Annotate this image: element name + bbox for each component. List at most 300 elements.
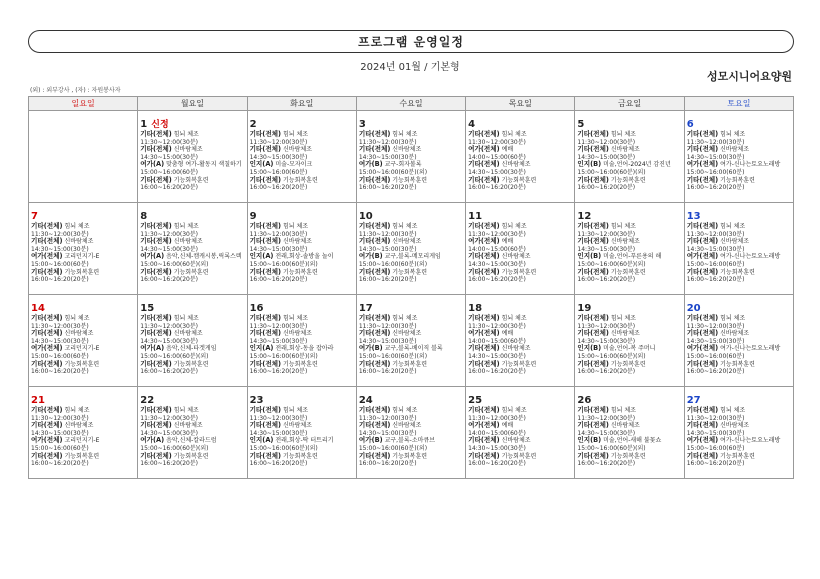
- program-name: 힘뇌 체조: [173, 315, 199, 322]
- program-entry: [140, 361, 244, 376]
- program-entry: [250, 345, 354, 360]
- program-category: 인지(A): [249, 160, 274, 169]
- program-entry: [577, 345, 681, 360]
- program-time: 14:30~15:00(30분): [358, 153, 417, 161]
- program-category: 기타(전체): [686, 145, 719, 154]
- program-time: 15:00~16:00(60분): [31, 444, 89, 452]
- program-category: 기타(전체): [468, 359, 500, 368]
- program-time: 11:30~12:00(30분): [249, 230, 308, 238]
- program-category: 기타(전체): [249, 314, 282, 322]
- program-time: 14:00~15:00(60분): [468, 429, 526, 437]
- program-category: 기타(전체): [577, 314, 609, 322]
- program-entry: [577, 437, 681, 452]
- program-category: 기타(전체): [31, 237, 63, 246]
- program-name: 맞춤형 여가-활동지 색칠하기: [166, 161, 242, 169]
- program-entry: [687, 361, 791, 376]
- program-category: 기타(전체): [577, 359, 609, 368]
- program-entry: [577, 315, 681, 330]
- program-time: 11:30~12:00(30분): [577, 322, 636, 330]
- program-entry: [250, 269, 354, 284]
- program-time: 16:00~16:20(20분): [249, 368, 308, 376]
- program-time: 16:00~16:20(20분): [686, 460, 745, 468]
- day-number: 25: [468, 395, 483, 406]
- program-category: 기타(전체): [140, 406, 172, 414]
- program-entry: [31, 223, 135, 238]
- program-name: 예배: [501, 146, 514, 154]
- program-name: 힘뇌 체조: [610, 131, 636, 138]
- program-name: 힘뇌 체조: [720, 315, 746, 322]
- day-number: 6: [686, 119, 694, 130]
- day-number: 22: [140, 395, 155, 406]
- program-name: 전래,회상-솔방울 놀이: [275, 253, 334, 261]
- program-time: 14:30~15:00(30분): [686, 153, 745, 161]
- program-category: 인지(A): [249, 344, 274, 353]
- program-time: 11:30~12:00(30분): [686, 414, 745, 422]
- program-time: 15:00~16:00(60분): [686, 260, 745, 268]
- program-time: 15:00~16:00(60분): [686, 444, 745, 452]
- program-category: 기타(전체): [358, 314, 391, 322]
- program-name: 힘뇌 체조: [610, 223, 636, 230]
- program-time: 15:00~16:00(60분): [686, 168, 745, 176]
- program-entry: [687, 161, 791, 176]
- program-name: 고리던지기-E: [64, 253, 100, 261]
- program-entry: [359, 269, 463, 284]
- program-name: 신바람체조: [720, 238, 750, 246]
- day-cell: [29, 203, 138, 295]
- program-name: 힘뇌 체조: [173, 223, 199, 230]
- program-name: 신바람체조: [283, 422, 312, 430]
- program-name: 교구,블록-메모리게임: [384, 253, 441, 261]
- program-name: 힘뇌 체조: [501, 407, 527, 414]
- program-category: 기타(전체): [577, 237, 609, 246]
- program-entry: [31, 253, 135, 268]
- program-name: 힘뇌 체조: [392, 315, 418, 322]
- program-time: 14:30~15:00(30분): [468, 168, 526, 176]
- program-entry: [468, 269, 572, 284]
- program-category: 기타(전체): [577, 175, 609, 184]
- program-name: 신바람체조: [501, 437, 531, 445]
- program-time: 15:00~16:00(60분)(외): [249, 352, 318, 360]
- program-category: 여가(전체): [686, 344, 719, 353]
- program-name: 기능회복훈련: [392, 176, 428, 184]
- program-category: 여가(A): [140, 160, 165, 169]
- weekday-thursday: 목요일: [466, 97, 575, 111]
- program-name: 기능회복훈련: [610, 360, 646, 368]
- program-entry: [140, 131, 244, 146]
- program-category: 기타(전체): [686, 329, 719, 338]
- day-cell: [575, 203, 684, 295]
- program-entry: [140, 315, 244, 330]
- program-category: 기타(전체): [577, 421, 609, 430]
- program-name: 기능회복훈련: [501, 452, 537, 460]
- program-name: 힘뇌 체조: [64, 315, 90, 322]
- program-name: 기능회복훈련: [173, 176, 209, 184]
- program-time: 14:30~15:00(30분): [468, 352, 526, 360]
- program-category: 기타(전체): [249, 222, 282, 230]
- title-box: [28, 30, 794, 53]
- program-name: 신바람체조: [173, 422, 203, 430]
- program-entry: [687, 315, 791, 330]
- week-row: [29, 295, 794, 387]
- program-name: 힘뇌 체조: [392, 223, 418, 230]
- program-time: 16:00~16:20(20분): [577, 368, 636, 376]
- program-time: 14:30~15:00(30분): [249, 245, 308, 253]
- program-time: 11:30~12:00(30분): [358, 414, 417, 422]
- weekday-tuesday: 화요일: [247, 97, 356, 111]
- program-category: 여가(A): [140, 436, 165, 445]
- program-name: 고리던지기-E: [64, 437, 100, 445]
- day-cell: [29, 111, 138, 203]
- program-name: 음악,신체-타겟게임: [166, 345, 217, 353]
- day-cell: [29, 295, 138, 387]
- program-time: 16:00~16:20(20분): [686, 368, 745, 376]
- program-name: 기능회복훈련: [720, 452, 755, 460]
- program-time: 11:30~12:00(30분): [468, 138, 526, 146]
- program-category: 기타(전체): [358, 329, 391, 338]
- program-category: 기타(전체): [468, 267, 500, 276]
- program-time: 14:30~15:00(30분): [249, 337, 308, 345]
- program-category: 기타(전체): [31, 222, 63, 230]
- day-number: 2: [249, 119, 257, 130]
- program-time: 11:30~12:00(30분): [686, 230, 745, 238]
- program-name: 신바람체조: [173, 238, 203, 246]
- program-time: 14:30~15:00(30분): [468, 444, 526, 452]
- program-category: 인지(B): [577, 252, 602, 261]
- program-time: 16:00~16:20(20분): [577, 276, 636, 284]
- program-name: 신바람체조: [610, 422, 640, 430]
- program-time: 15:00~16:00(60분)(외): [577, 260, 646, 268]
- week-row: [29, 387, 794, 479]
- program-category: 기타(전체): [577, 145, 609, 154]
- week-row: [29, 203, 794, 295]
- program-category: 기타(전체): [140, 329, 172, 338]
- program-name: 기능회복훈련: [610, 268, 646, 276]
- program-name: 기능회복훈련: [501, 268, 537, 276]
- program-time: 11:30~12:00(30분): [358, 322, 417, 330]
- program-entry: [250, 407, 354, 422]
- program-time: 15:00~16:00(60분): [249, 168, 308, 176]
- program-time: 11:30~12:00(30분): [358, 230, 417, 238]
- program-entry: [468, 437, 572, 452]
- program-time: 14:30~15:00(30분): [140, 429, 199, 437]
- day-cell: [575, 387, 684, 479]
- program-category: 인지(B): [577, 160, 602, 169]
- program-category: 여가(전체): [31, 252, 63, 261]
- program-name: 힘뇌 체조: [283, 315, 309, 322]
- program-time: 15:00~16:00(60분)(외): [358, 168, 428, 176]
- program-category: 기타(전체): [468, 175, 500, 184]
- program-name: 기능회복훈련: [173, 268, 209, 276]
- program-time: 11:30~12:00(30분): [140, 230, 199, 238]
- program-time: 14:30~15:00(30분): [31, 429, 89, 437]
- program-time: 11:30~12:00(30분): [468, 230, 526, 238]
- program-time: 14:00~15:00(60분): [468, 245, 526, 253]
- program-time: 16:00~16:20(20분): [358, 184, 417, 192]
- day-number: 26: [577, 395, 592, 406]
- program-name: 예배: [501, 422, 514, 430]
- program-name: 여가-신나는토요노래방: [720, 345, 781, 353]
- program-name: 힘뇌 체조: [720, 131, 746, 138]
- program-time: 16:00~16:20(20분): [577, 460, 636, 468]
- weekday-wednesday: 수요일: [356, 97, 465, 111]
- program-category: 기타(전체): [358, 130, 391, 138]
- program-entry: [31, 407, 135, 422]
- program-name: 기능회복훈련: [720, 360, 755, 368]
- program-name: 신바람체조: [392, 330, 422, 338]
- program-category: 여가(전체): [686, 160, 719, 169]
- program-name: 기능회복훈련: [283, 360, 318, 368]
- program-name: 기능회복훈련: [283, 452, 318, 460]
- program-entry: [687, 253, 791, 268]
- program-entry: [31, 315, 135, 330]
- program-time: 16:00~16:20(20분): [468, 460, 526, 468]
- program-category: 여가(전체): [31, 436, 63, 445]
- program-name: 기능회복훈련: [501, 360, 537, 368]
- week-row: [29, 111, 794, 203]
- program-name: 힘뇌 체조: [720, 223, 746, 230]
- program-category: 기타(전체): [249, 359, 282, 368]
- program-entry: [687, 407, 791, 422]
- program-time: 11:30~12:00(30분): [249, 414, 308, 422]
- day-number: 21: [31, 395, 45, 406]
- program-time: 16:00~16:20(20분): [686, 276, 745, 284]
- program-category: 기타(전체): [249, 329, 282, 338]
- program-time: 11:30~12:00(30분): [140, 322, 199, 330]
- program-time: 15:00~16:00(60분)(외): [140, 352, 209, 360]
- program-category: 기타(전체): [249, 237, 282, 246]
- program-entry: [140, 177, 244, 192]
- program-entry: [250, 161, 354, 176]
- program-name: 힘뇌 체조: [392, 407, 418, 414]
- program-category: 기타(전체): [468, 451, 500, 460]
- program-category: 기타(전체): [249, 130, 282, 138]
- program-time: 16:00~16:20(20분): [686, 184, 745, 192]
- program-category: 기타(전체): [358, 175, 391, 184]
- day-cell: [356, 203, 465, 295]
- program-entry: [359, 253, 463, 268]
- program-entry: [359, 437, 463, 452]
- program-entry: [31, 361, 135, 376]
- program-name: 미술,언어-복 주머니: [603, 345, 656, 353]
- day-number: 17: [358, 303, 373, 314]
- day-cell: [247, 387, 356, 479]
- program-entry: [250, 131, 354, 146]
- program-name: 신바람체조: [610, 238, 640, 246]
- program-name: 기능회복훈련: [64, 360, 100, 368]
- program-category: 여가(A): [140, 252, 165, 261]
- calendar-table: [28, 96, 794, 479]
- program-entry: [140, 253, 244, 268]
- program-name: 기능회복훈련: [283, 268, 318, 276]
- program-name: 신바람체조: [392, 422, 422, 430]
- program-time: 15:00~16:00(60분)(외): [249, 444, 318, 452]
- program-time: 14:30~15:00(30분): [358, 337, 417, 345]
- program-entry: [31, 453, 135, 468]
- calendar-body: [29, 111, 794, 479]
- program-category: 여가(B): [358, 252, 383, 261]
- day-number: 8: [140, 211, 148, 222]
- program-time: 14:30~15:00(30분): [577, 337, 636, 345]
- program-category: 기타(전체): [31, 329, 63, 338]
- program-entry: [250, 177, 354, 192]
- program-time: 11:30~12:00(30분): [140, 138, 199, 146]
- program-category: 여가(B): [358, 436, 383, 445]
- program-name: 예배: [501, 238, 514, 246]
- program-category: 기타(전체): [577, 130, 609, 138]
- program-category: 기타(전체): [577, 406, 609, 414]
- program-category: 기타(전체): [686, 451, 719, 460]
- program-time: 16:00~16:20(20분): [140, 368, 199, 376]
- program-name: 신바람체조: [501, 161, 531, 169]
- program-name: 교구,블록-베이직 블록: [384, 345, 443, 353]
- day-cell: [356, 387, 465, 479]
- program-entry: [250, 437, 354, 452]
- program-name: 신바람체조: [64, 330, 94, 338]
- program-name: 신바람체조: [610, 146, 640, 154]
- program-name: 여가-신나는토요노래방: [720, 437, 781, 445]
- program-time: 14:30~15:00(30분): [358, 429, 417, 437]
- holiday-label: 신정: [151, 120, 169, 130]
- program-time: 11:30~12:00(30분): [249, 138, 308, 146]
- program-entry: [468, 361, 572, 376]
- program-category: 인지(B): [577, 436, 602, 445]
- day-number: 15: [140, 303, 155, 314]
- day-cell: [466, 295, 575, 387]
- program-category: 기타(전체): [686, 175, 719, 184]
- day-number: 18: [468, 303, 483, 314]
- program-name: 신바람체조: [720, 146, 750, 154]
- program-entry: [250, 453, 354, 468]
- day-number: 12: [577, 211, 592, 222]
- program-category: 여가(A): [140, 344, 165, 353]
- program-entry: [359, 161, 463, 176]
- program-category: 기타(전체): [249, 451, 282, 460]
- program-category: 기타(전체): [31, 359, 63, 368]
- day-cell: [684, 203, 793, 295]
- program-category: 기타(전체): [577, 329, 609, 338]
- program-name: 신바람체조: [720, 422, 750, 430]
- day-cell: [138, 203, 247, 295]
- program-category: 기타(전체): [249, 175, 282, 184]
- program-entry: [577, 131, 681, 146]
- program-time: 11:30~12:00(30분): [31, 414, 89, 422]
- program-time: 16:00~16:20(20분): [249, 184, 308, 192]
- program-time: 15:00~16:00(60분): [31, 352, 89, 360]
- program-name: 기능회복훈련: [392, 360, 428, 368]
- day-number: 19: [577, 303, 592, 314]
- program-category: 기타(전체): [686, 406, 719, 414]
- day-cell: [138, 111, 247, 203]
- day-cell: [356, 111, 465, 203]
- program-category: 기타(전체): [686, 314, 719, 322]
- day-number: 10: [358, 211, 373, 222]
- program-entry: [140, 345, 244, 360]
- legend-note: (외) : 외부강사 , (자) : 자원봉사자: [30, 87, 121, 94]
- program-category: 여가(전체): [468, 237, 500, 246]
- program-name: 교구,블록-소마큐브: [384, 437, 436, 445]
- day-cell: [29, 387, 138, 479]
- program-name: 신바람체조: [501, 345, 531, 353]
- program-time: 11:30~12:00(30분): [577, 230, 636, 238]
- program-entry: [140, 161, 244, 176]
- day-number: 24: [358, 395, 373, 406]
- program-time: 14:30~15:00(30분): [140, 337, 199, 345]
- day-cell: [575, 295, 684, 387]
- program-category: 기타(전체): [140, 267, 172, 276]
- program-entry: [31, 437, 135, 452]
- program-category: 기타(전체): [249, 145, 282, 154]
- day-number: 20: [686, 303, 701, 314]
- program-time: 16:00~16:20(20분): [358, 276, 417, 284]
- program-name: 힘뇌 체조: [610, 407, 636, 414]
- program-category: 여가(전체): [468, 329, 500, 338]
- program-entry: [687, 437, 791, 452]
- program-category: 인지(A): [249, 252, 274, 261]
- program-category: 기타(전체): [577, 267, 609, 276]
- program-time: 14:00~15:00(60분): [468, 337, 526, 345]
- program-time: 14:30~15:00(30분): [468, 260, 526, 268]
- day-number: 14: [31, 303, 45, 314]
- program-category: 기타(전체): [468, 344, 500, 353]
- program-name: 미술,언어-푸른용의 해: [603, 253, 662, 261]
- program-category: 인지(B): [577, 344, 602, 353]
- program-entry: [577, 269, 681, 284]
- program-name: 신바람체조: [610, 330, 640, 338]
- program-entry: [577, 453, 681, 468]
- program-category: 기타(전체): [140, 130, 172, 138]
- program-time: 15:00~16:00(60분)(외): [358, 260, 428, 268]
- program-name: 음악,신체-칼라드럼: [166, 437, 217, 445]
- program-category: 기타(전체): [686, 237, 719, 246]
- program-name: 신바람체조: [720, 330, 750, 338]
- program-time: 14:30~15:00(30분): [577, 153, 636, 161]
- page-subtitle: 2024년 01월 / 기본형: [360, 62, 460, 73]
- program-name: 기능회복훈련: [283, 176, 318, 184]
- program-name: 기능회복훈련: [173, 452, 209, 460]
- day-number: 7: [31, 211, 38, 222]
- program-entry: [468, 161, 572, 176]
- program-time: 16:00~16:20(20분): [31, 276, 89, 284]
- program-entry: [359, 345, 463, 360]
- program-category: 기타(전체): [140, 175, 172, 184]
- weekday-friday: 금요일: [575, 97, 684, 111]
- program-category: 기타(전체): [140, 237, 172, 246]
- program-name: 힘뇌 체조: [283, 223, 309, 230]
- weekday-header-row: [29, 97, 794, 111]
- program-category: 기타(전체): [468, 160, 500, 169]
- day-number: 13: [686, 211, 701, 222]
- day-cell: [684, 387, 793, 479]
- program-name: 신바람체조: [283, 238, 312, 246]
- program-name: 교구-회자볼록: [384, 161, 422, 169]
- weekday-saturday: 토요일: [684, 97, 793, 111]
- program-name: 기능회복훈련: [610, 176, 646, 184]
- program-entry: [140, 223, 244, 238]
- program-name: 음악,신체-캠캐시봉,릭록스텍: [166, 253, 242, 261]
- program-time: 11:30~12:00(30분): [140, 414, 199, 422]
- program-entry: [31, 269, 135, 284]
- program-time: 11:30~12:00(30분): [31, 322, 89, 330]
- program-time: 16:00~16:20(20분): [468, 276, 526, 284]
- program-entry: [687, 453, 791, 468]
- program-time: 15:00~16:00(60분)(외): [577, 444, 646, 452]
- program-name: 전래,회상-딱 터트리기: [275, 437, 334, 445]
- program-time: 16:00~16:20(20분): [140, 460, 199, 468]
- program-category: 여가(B): [358, 160, 383, 169]
- program-entry: [359, 315, 463, 330]
- program-category: 기타(전체): [249, 421, 282, 430]
- program-name: 힘뇌 체조: [283, 131, 309, 138]
